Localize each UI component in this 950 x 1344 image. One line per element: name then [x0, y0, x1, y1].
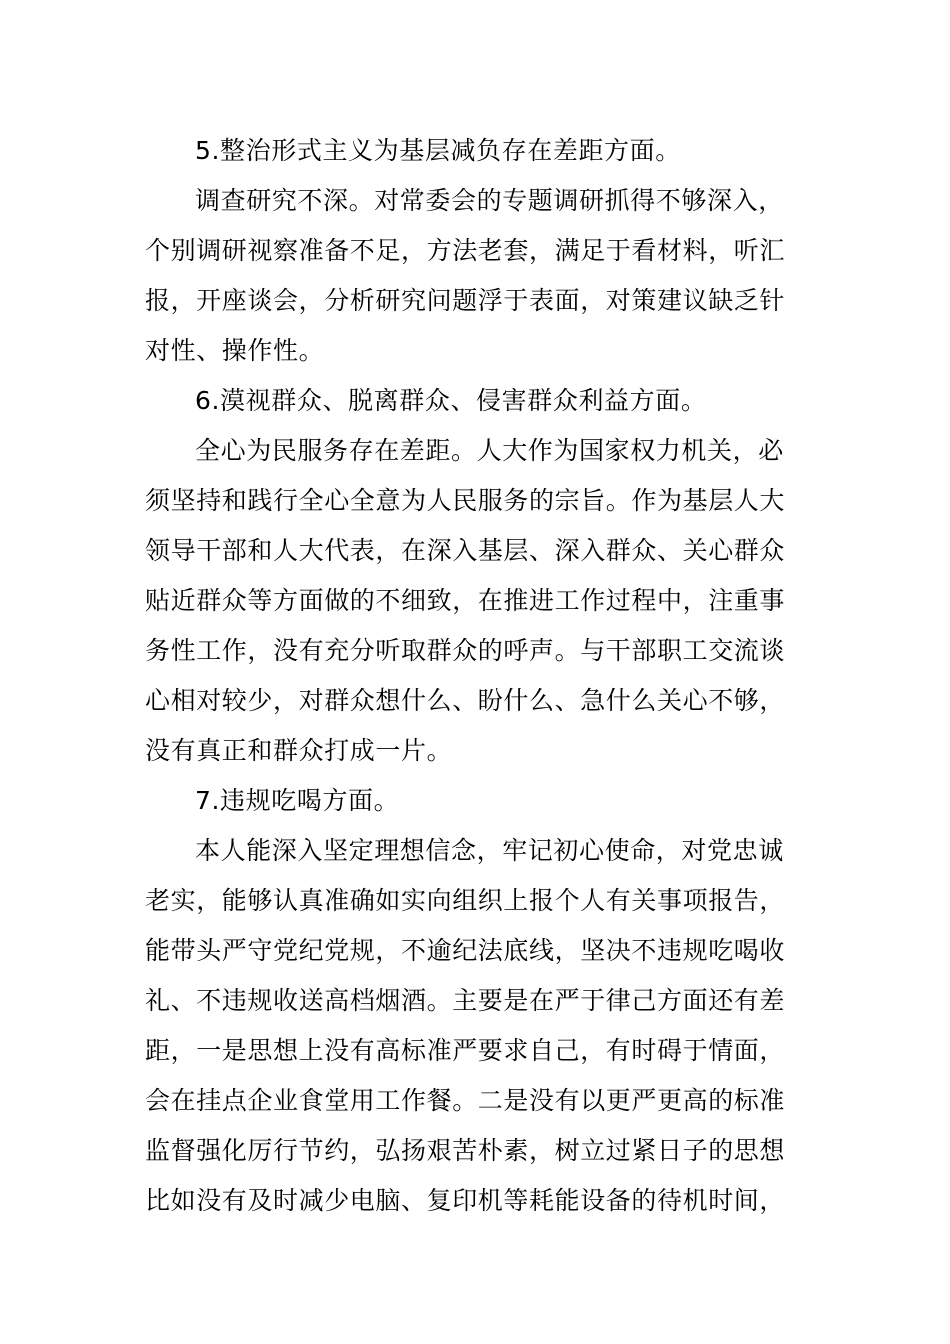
- paragraph-line: 报，开座谈会，分析研究问题浮于表面，对策建议缺乏针: [145, 286, 786, 315]
- paragraph-line: 本人能深入坚定理想信念，牢记初心使命，对党忠诚: [195, 836, 784, 865]
- paragraph-line: 礼、不违规收送高档烟酒。主要是在严于律己方面还有差: [145, 986, 786, 1015]
- paragraph-line: 全心为民服务存在差距。人大作为国家权力机关，必: [195, 436, 784, 465]
- document-body: [145, 126, 807, 1226]
- paragraph-line: 心相对较少，对群众想什么、盼什么、急什么关心不够，: [145, 686, 786, 715]
- paragraph-line: 调查研究不深。对常委会的专题调研抓得不够深入，: [195, 186, 784, 215]
- paragraph-line: 个别调研视察准备不足，方法老套，满足于看材料，听汇: [145, 236, 786, 265]
- paragraph-line: 监督强化厉行节约，弘扬艰苦朴素，树立过紧日子的思想: [145, 1136, 786, 1165]
- section-6-heading: 6.漠视群众、脱离群众、侵害群众利益方面。: [195, 386, 707, 415]
- paragraph-line: 没有真正和群众打成一片。: [145, 736, 453, 765]
- paragraph-line: 对性、操作性。: [145, 336, 325, 365]
- paragraph-line: 比如没有及时减少电脑、复印机等耗能设备的待机时间，: [145, 1186, 786, 1215]
- paragraph-line: 务性工作，没有充分听取群众的呼声。与干部职工交流谈: [145, 636, 786, 665]
- section-5-heading: 5.整治形式主义为基层减负存在差距方面。: [195, 136, 681, 165]
- paragraph-line: 老实，能够认真准确如实向组织上报个人有关事项报告，: [145, 886, 786, 915]
- paragraph-line: 贴近群众等方面做的不细致，在推进工作过程中，注重事: [145, 586, 786, 615]
- section-7-heading: 7.违规吃喝方面。: [195, 786, 400, 815]
- paragraph-line: 能带头严守党纪党规，不逾纪法底线，坚决不违规吃喝收: [145, 936, 786, 965]
- paragraph-line: 领导干部和人大代表，在深入基层、深入群众、关心群众: [145, 536, 786, 565]
- paragraph-line: 须坚持和践行全心全意为人民服务的宗旨。作为基层人大: [145, 486, 786, 515]
- paragraph-line: 距，一是思想上没有高标准严要求自己，有时碍于情面，: [145, 1036, 786, 1065]
- paragraph-line: 会在挂点企业食堂用工作餐。二是没有以更严更高的标准: [145, 1086, 786, 1115]
